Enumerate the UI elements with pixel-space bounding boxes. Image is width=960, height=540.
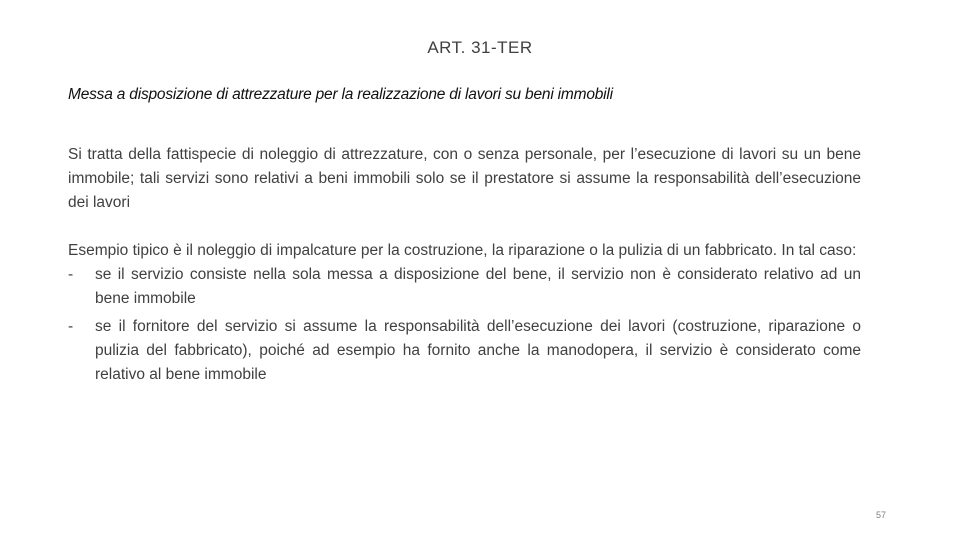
slide-title: ART. 31-TER: [427, 38, 533, 57]
bullet-list: [68, 263, 861, 387]
bullet-marker: -: [68, 266, 74, 283]
paragraph-definition: Si tratta della fattispecie di noleggio di attrezzature, con o senza personale, per l’esecuzione di lavori su un bene immobile; tali servizi sono relativi a beni immobili solo se il prestatore si assume la responsabilità dell’esecuzione dei lavori: [68, 146, 861, 211]
list-item: [68, 315, 861, 387]
slide-subtitle: Messa a disposizione di attrezzature per la realizzazione di lavori su beni immobili: [68, 86, 613, 103]
list-item: [68, 263, 861, 311]
slide-body: [68, 143, 861, 391]
bullet-marker: -: [68, 318, 74, 335]
paragraph-example: Esempio tipico è il noleggio di impalcature per la costruzione, la riparazione o la pulizia di un fabbricato. In tal caso:: [68, 242, 857, 259]
page-number: 57: [875, 510, 886, 520]
bullet-text: se il fornitore del servizio si assume la responsabilità dell’esecuzione dei lavori (costruzione, riparazione o pulizia del fabbricato), poiché ad esempio ha fornito anche la manodopera, il servizio è considerato come relativo al bene immobile: [95, 318, 861, 383]
bullet-text: se il servizio consiste nella sola messa a disposizione del bene, il servizio non è considerato relativo ad un bene immobile: [95, 266, 861, 307]
